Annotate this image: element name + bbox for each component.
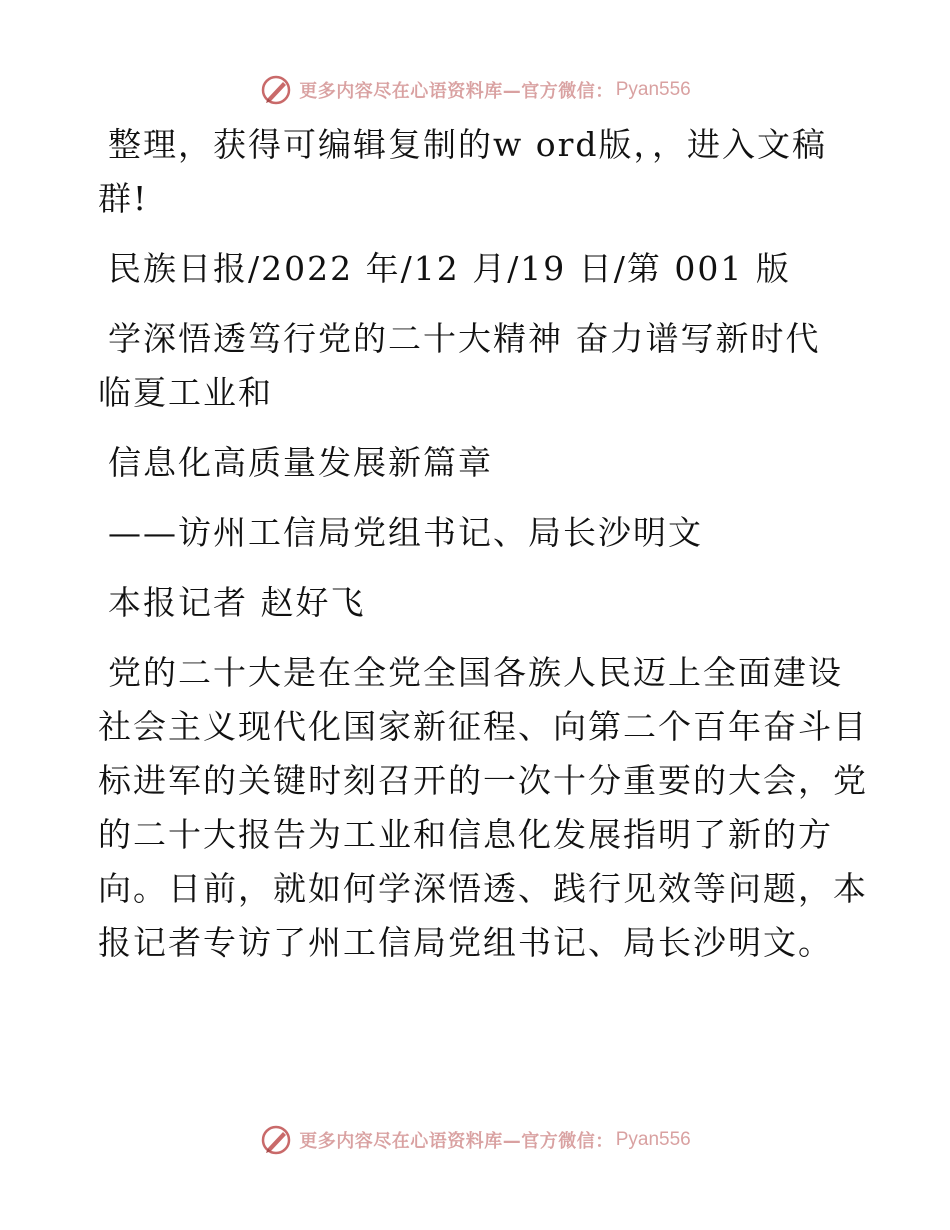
paragraph-line: 标进军的关键时刻召开的一次十分重要的大会，党	[98, 761, 868, 800]
paragraph-line: 的二十大报告为工业和信息化发展指明了新的方	[98, 815, 833, 854]
article-subtitle: ——访州工信局党组书记、局长沙明文	[108, 513, 703, 552]
article-title: 学深悟透笃行党的二十大精神 奋力谱写新时代	[108, 319, 821, 358]
paragraph-line: 报记者专访了州工信局党组书记、局长沙明文。	[98, 923, 833, 962]
watermark-banner-bottom	[0, 1120, 950, 1160]
document-body	[98, 118, 868, 970]
article-title: 临夏工业和	[98, 373, 273, 412]
intro-line: 群!	[98, 179, 149, 218]
watermark-text: 更多内容尽在心语资料库—官方微信：	[299, 1131, 614, 1152]
source-line: 民族日报/2022 年/12 月/19 日/第 001 版	[108, 249, 791, 288]
watermark-text: 更多内容尽在心语资料库—官方微信：	[299, 81, 614, 102]
article-title: 信息化高质量发展新篇章	[108, 443, 493, 482]
paragraph-line: 社会主义现代化国家新征程、向第二个百年奋斗目	[98, 707, 868, 746]
byline: 本报记者 赵好飞	[108, 583, 366, 622]
watermark-banner-top	[0, 70, 950, 110]
intro-line: 整理，获得可编辑复制的w ord版，，进入文稿	[108, 125, 828, 164]
watermark-id: Pyan556	[615, 1129, 691, 1150]
watermark-id: Pyan556	[615, 79, 691, 100]
pen-logo-icon	[259, 73, 293, 107]
paragraph-line: 党的二十大是在全党全国各族人民迈上全面建设	[108, 653, 843, 692]
pen-logo-icon	[259, 1123, 293, 1157]
paragraph-line: 向。日前，就如何学深悟透、践行见效等问题，本	[98, 869, 868, 908]
